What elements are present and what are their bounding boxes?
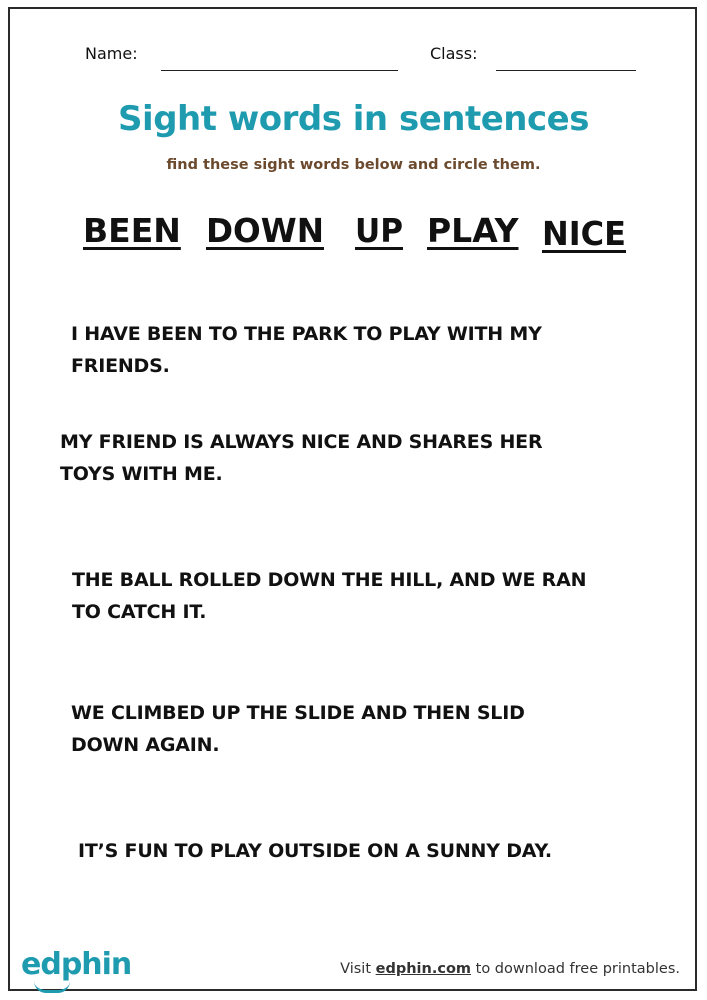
footer-prefix: Visit [340, 961, 376, 977]
sentence-line: FRIENDS. [71, 355, 170, 377]
sight-word: NICE [542, 214, 626, 253]
sentence-line: TO CATCH IT. [72, 601, 207, 623]
logo-smile-icon [34, 981, 70, 993]
sentence-line: THE BALL ROLLED DOWN THE HILL, AND WE RAN [72, 569, 587, 591]
sentence-5 [78, 835, 552, 867]
footer-suffix: to download free printables. [471, 961, 680, 977]
worksheet-instructions: find these sight words below and circle them. [166, 157, 541, 173]
sentence-line: IT’S FUN TO PLAY OUTSIDE ON A SUNNY DAY. [78, 840, 552, 862]
sentence-2 [60, 426, 542, 490]
class-label: Class: [430, 44, 478, 63]
sight-word: UP [355, 211, 403, 250]
footer-text [340, 961, 680, 977]
edphin-logo: edphin [21, 947, 132, 982]
sight-word: BEEN [83, 211, 181, 250]
sight-word: DOWN [206, 211, 324, 250]
class-field-line[interactable] [496, 70, 636, 71]
sentence-line: WE CLIMBED UP THE SLIDE AND THEN SLID [71, 702, 525, 724]
worksheet-title: Sight words in sentences [118, 99, 589, 139]
sentence-line: TOYS WITH ME. [60, 463, 223, 485]
footer-link[interactable]: edphin.com [375, 961, 472, 977]
name-label: Name: [85, 44, 138, 63]
sentence-3 [72, 564, 586, 628]
sight-word: PLAY [427, 211, 519, 250]
sentence-line: I HAVE BEEN TO THE PARK TO PLAY WITH MY [71, 323, 542, 345]
sentence-line: MY FRIEND IS ALWAYS NICE AND SHARES HER [60, 431, 543, 453]
sentence-line: DOWN AGAIN. [71, 734, 220, 756]
sentence-4 [71, 697, 525, 761]
sentence-1 [71, 318, 542, 382]
name-field-line[interactable] [161, 70, 398, 71]
